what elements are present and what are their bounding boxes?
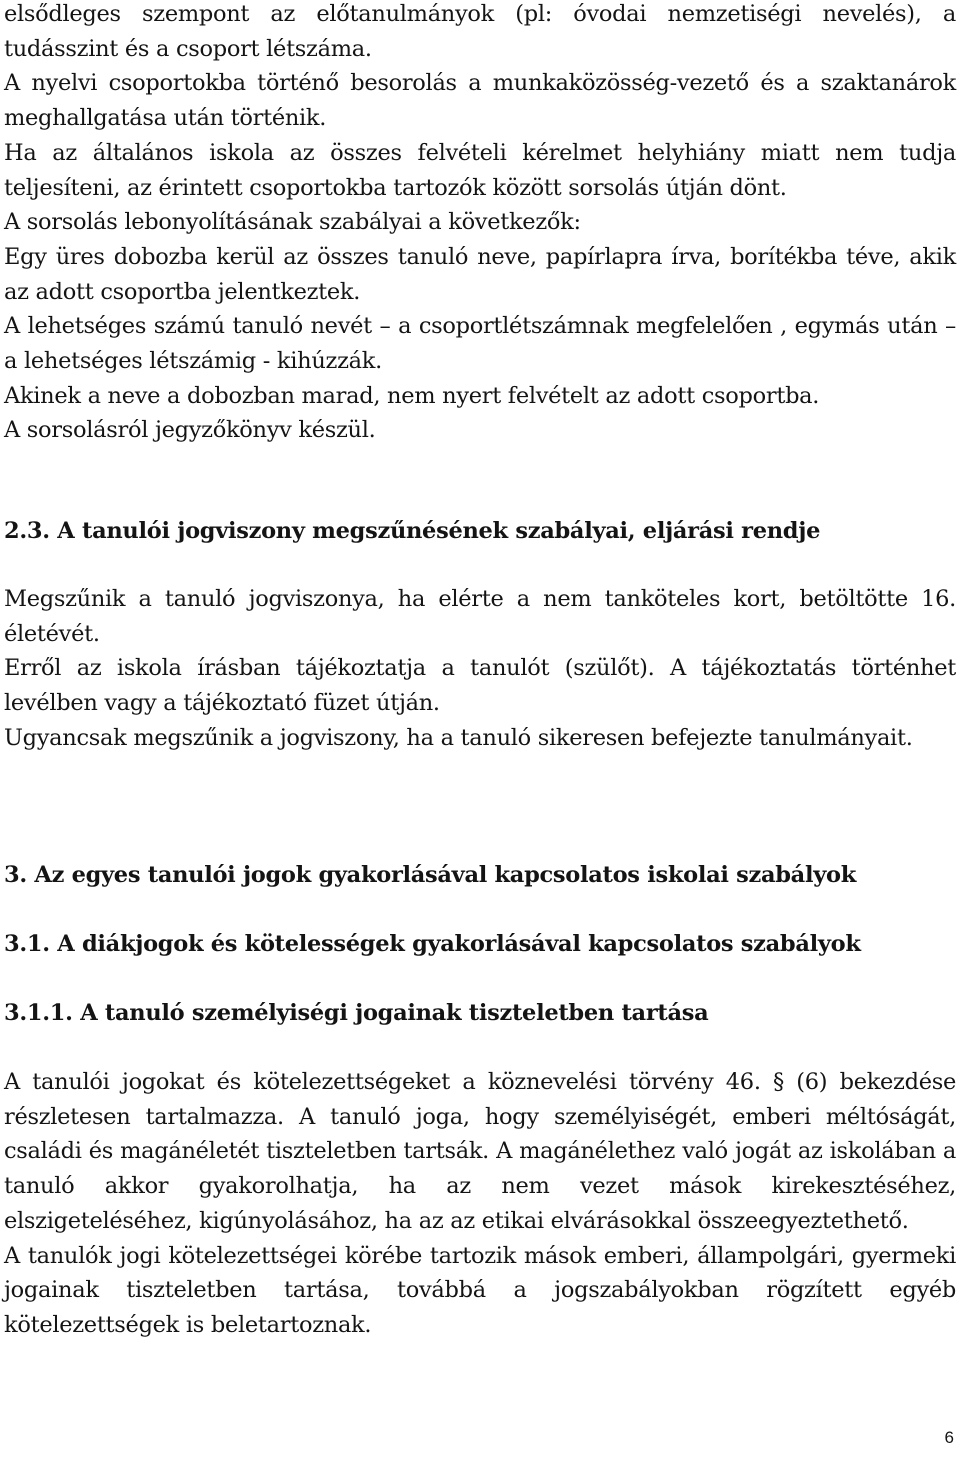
heading-3-1: 3.1. A diákjogok és kötelességek gyakorlásával kapcsolatos szabályok [4,931,861,957]
heading-3: 3. Az egyes tanulói jogok gyakorlásával kapcsolatos iskolai szabályok [4,862,856,888]
paragraph-lottery-decision: Ha az általános iskola az összes felvételi kérelmet helyhiány miatt nem tudja teljesíteni, az érintett csoportokba tartozók között sorsolás útján dönt. [4,139,956,201]
section-2-3-body [4,582,956,756]
paragraph-lottery-minutes: A sorsolásról jegyzőkönyv készül. [4,417,376,444]
paragraph-grouping-criteria: elsődleges szempont az előtanulmányok (pl: óvodai nemzetiségi nevelés), a tudásszint és a csoport létszáma. [4,1,956,62]
paragraph-language-groups: A nyelvi csoportokba történő besorolás a munkaközösség-vezető és a szaktanárok meghallgatása után történik. [4,70,956,132]
heading-2-3: 2.3. A tanulói jogviszony megszűnésének szabályai, eljárási rendje [4,518,821,544]
paragraph-lottery-draw: A lehetséges számú tanuló nevét – a csoportlétszámnak megfelelően , egymás után – a lehetséges létszámig - kihúzzák. [4,313,956,375]
document-page [4,0,956,1460]
paragraph-lottery-remaining: Akinek a neve a dobozban marad, nem nyert felvételt az adott csoportba. [4,382,820,409]
paragraph-personal-rights: A tanulói jogokat és kötelezettségeket a köznevelési törvény 46. § (6) bekezdése részletesen tartalmazza. A tanuló joga, hogy személyiségét, emberi méltóságát, családi és magánéletét tiszteletben tartsák. A magánélethez való jogát az iskolában a tanuló akkor gyakorolhatja, ha az nem vezet mások kirekesztéséhez, elszigeteléséhez, kigúnyolásához, ha az az etikai elvárásokkal összeegyeztethető. [4,1069,956,1234]
paragraph-termination-age: Megszűnik a tanuló jogviszonya, ha elérte a nem tanköteles kort, betöltötte 16. életévét. [4,586,956,647]
paragraph-termination-completion: Ugyancsak megszűnik a jogviszony, ha a tanuló sikeresen befejezte tanulmányait. [4,724,913,751]
paragraph-lottery-box: Egy üres dobozba kerül az összes tanuló neve, papírlapra írva, borítékba téve, akik az adott csoportba jelentkeztek. [4,243,956,305]
paragraph-lottery-rules-intro: A sorsolás lebonyolításának szabályai a következők: [4,209,581,236]
page-number: 6 [944,1428,954,1447]
paragraph-legal-obligations: A tanulók jogi kötelezettségei körébe tartozik mások emberi, állampolgári, gyermeki jogainak tiszteletben tartása, továbbá a jogszabályokban rögzített egyéb kötelezettségek is beletartoznak. [4,1242,956,1338]
paragraph-termination-notice: Erről az iskola írásban tájékoztatja a tanulót (szülőt). A tájékoztatás történhet levélben vagy a tájékoztató füzet útján. [4,655,956,717]
section-3-1-1-body [4,1065,956,1343]
intro-block [4,0,956,448]
heading-3-1-1: 3.1.1. A tanuló személyiségi jogainak tiszteletben tartása [4,1000,709,1026]
